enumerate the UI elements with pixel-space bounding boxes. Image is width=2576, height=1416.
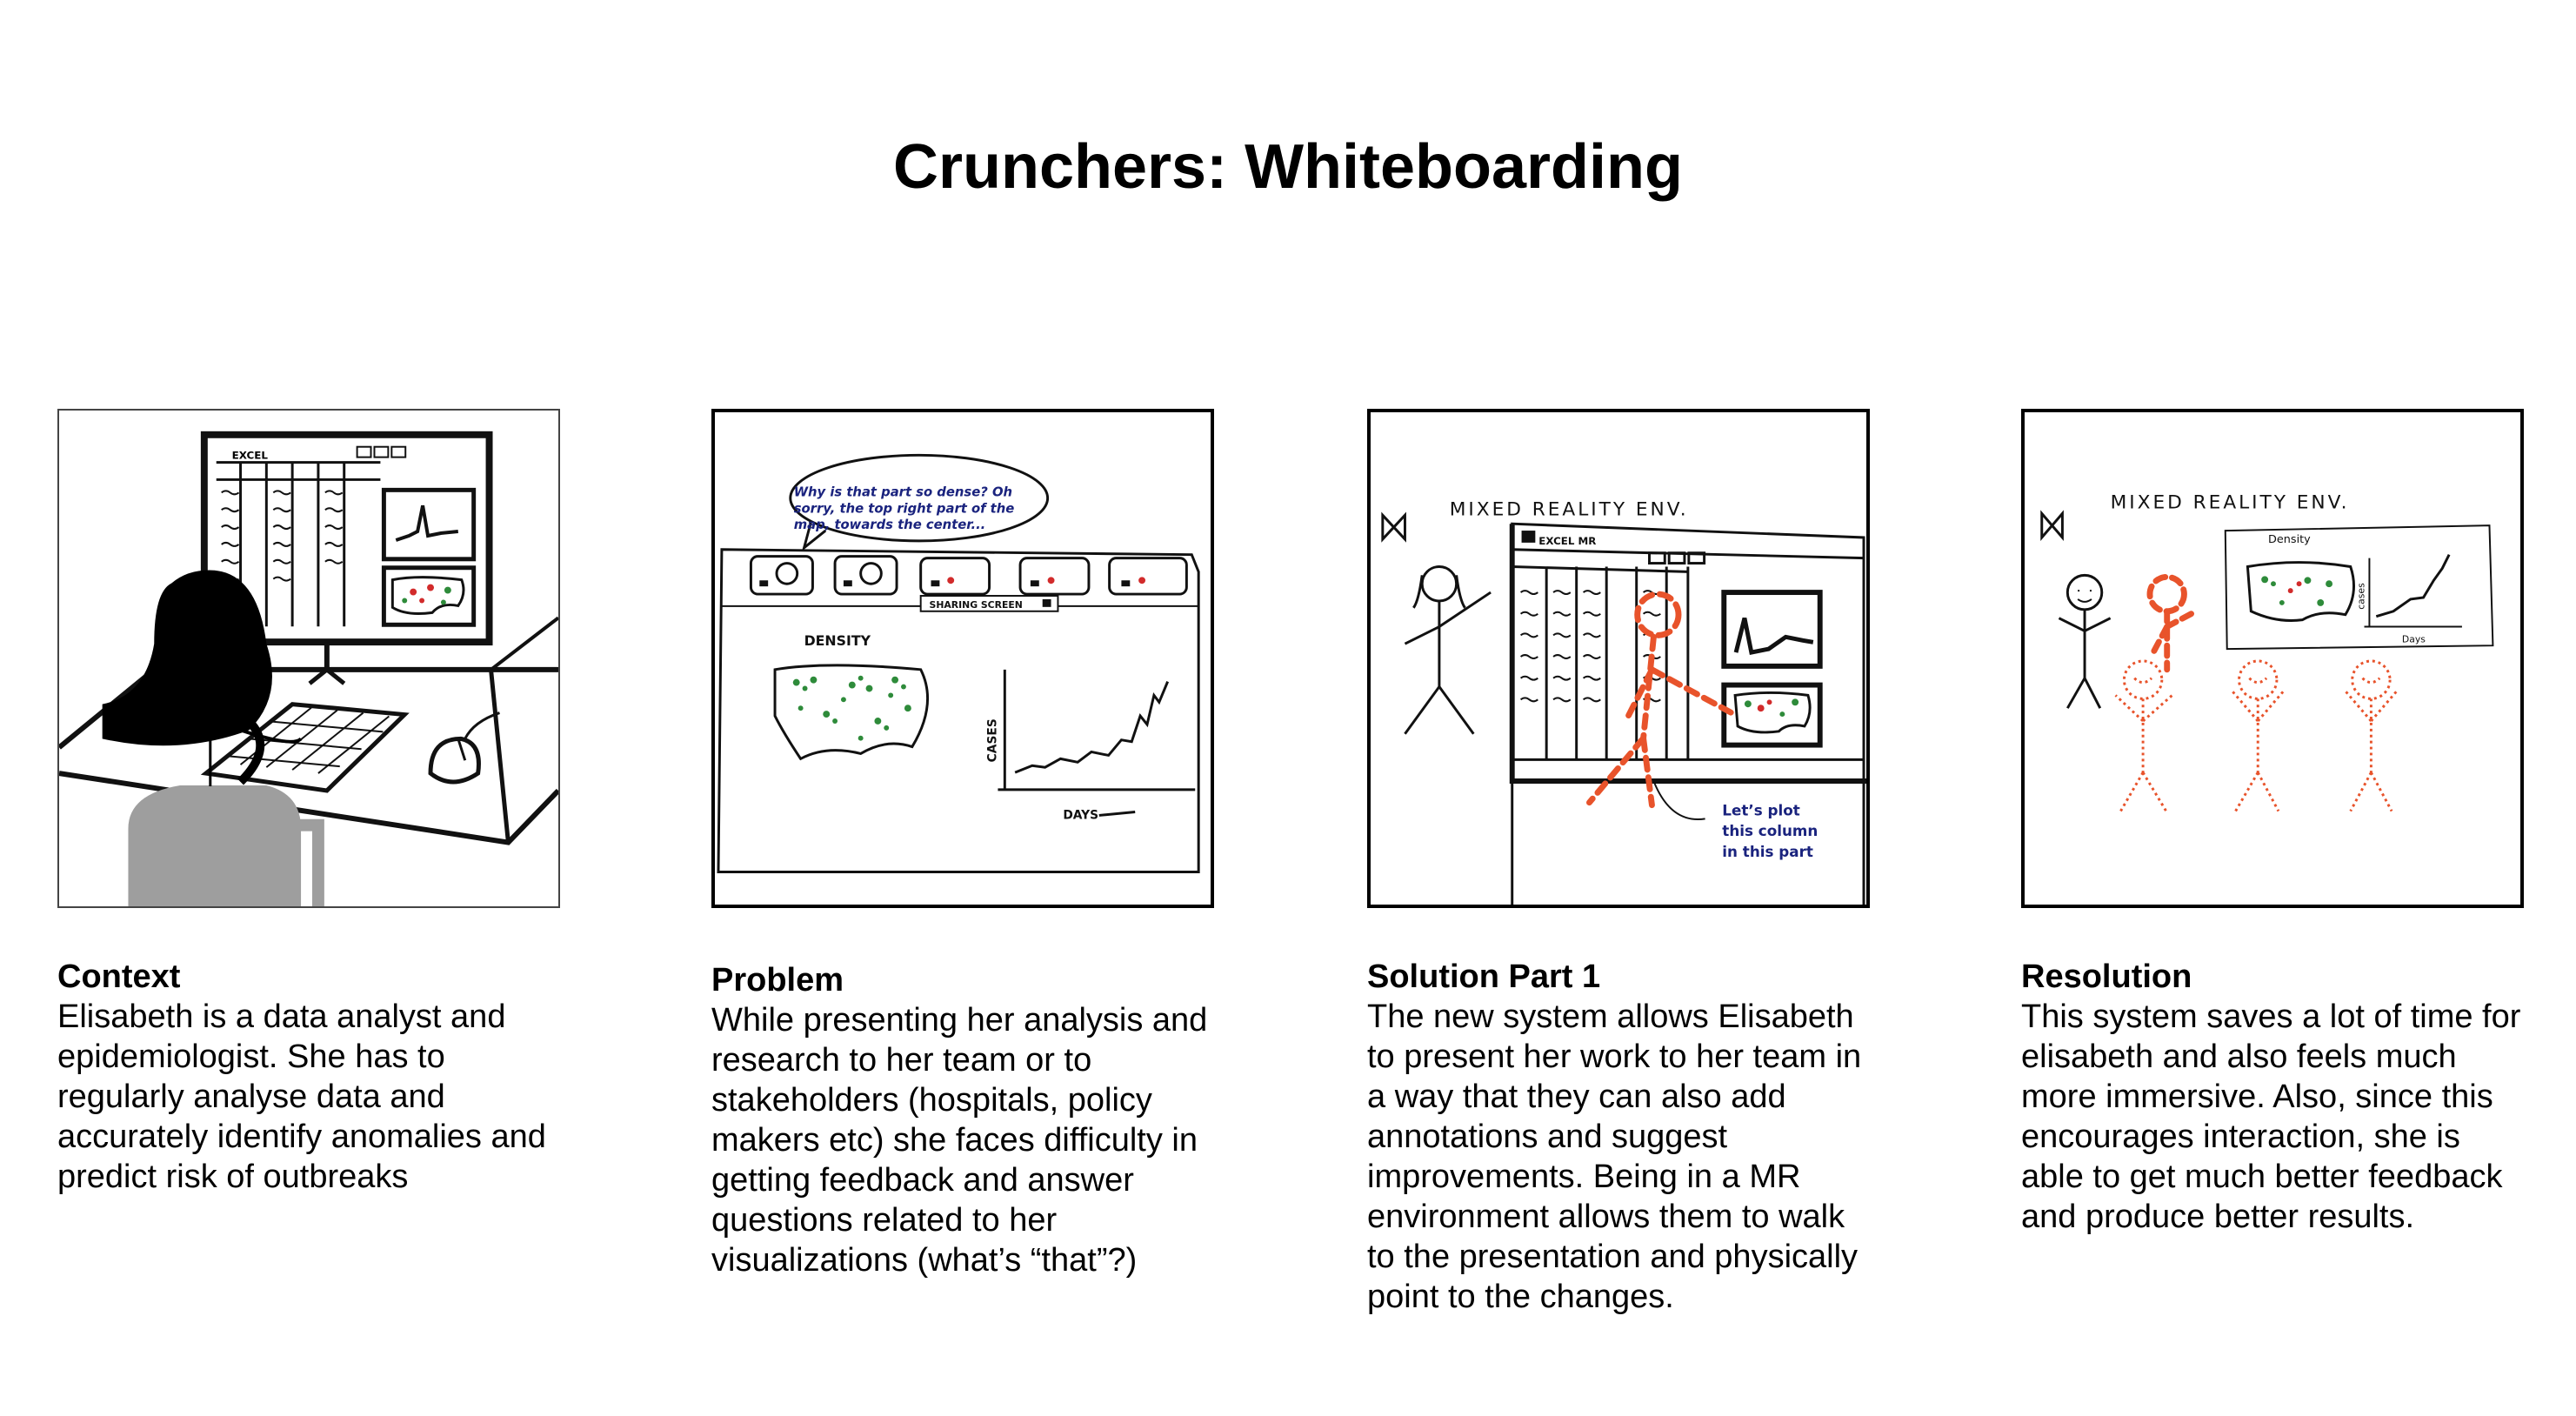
density-label: DENSITY: [804, 632, 871, 650]
cases-axis-label: CASES: [985, 718, 1000, 763]
problem-body: While presenting her analysis and research to her team or to stakeholders (hospitals, policy makers etc) she faces difficulty in getting feedback and answer questions related to her visualizations (what’s “that”?): [711, 1002, 1208, 1279]
excel-label: EXCEL: [231, 449, 268, 462]
storyboard-panel-problem: [711, 409, 1214, 908]
solution-body: The new system allows Elisabeth to present her work to her team in a way that they can also add annotations and suggest improvements. Being in a MR environment allows them to walk to the presentation and physically point to the changes.: [1367, 999, 1862, 1315]
cases-axis-label: cases: [2355, 583, 2367, 610]
context-sketch: [59, 411, 558, 906]
context-body: Elisabeth is a data analyst and epidemiologist. She has to regularly analyse data and accurately identify anomalies and predict risk of outbreaks: [57, 999, 546, 1195]
problem-sketch: [715, 412, 1211, 905]
resolution-body: This system saves a lot of time for elisabeth and also feels much more immersive. Also, since this encourages interaction, she is able to get much better feedback and produce better results.: [2021, 999, 2521, 1235]
density-label: Density: [2268, 532, 2311, 546]
mixed-reality-label: MIXED REALITY ENV.: [1449, 498, 1689, 521]
storyboard-panel-resolution: [2021, 409, 2524, 908]
resolution-caption: [2021, 957, 2526, 1237]
speech-line-3: map, towards the center...: [793, 518, 986, 533]
problem-heading: Problem: [711, 962, 844, 999]
note-line-3: in this part: [1722, 842, 1813, 860]
context-heading: Context: [57, 958, 181, 995]
note-line-1: Let’s plot: [1722, 801, 1800, 819]
mixed-reality-label: MIXED REALITY ENV.: [2110, 491, 2350, 514]
excel-mr-label: EXCEL MR: [1538, 534, 1597, 547]
solution-caption: [1367, 957, 1872, 1317]
problem-caption: [711, 960, 1216, 1280]
speech-line-2: sorry, the top right part of the: [793, 501, 1015, 517]
days-axis-label: Days: [2401, 633, 2426, 645]
sharing-screen-label: SHARING SCREEN: [929, 598, 1023, 611]
solution-sketch: [1371, 412, 1866, 905]
days-axis-label: DAYS: [1063, 808, 1099, 823]
resolution-sketch: [2025, 412, 2520, 905]
speech-line-1: Why is that part so dense? Oh: [793, 484, 1013, 500]
storyboard-panel-context: [57, 409, 560, 908]
storyboard-panel-solution: [1367, 409, 1870, 908]
context-caption: [57, 957, 562, 1197]
note-line-2: this column: [1722, 822, 1819, 840]
solution-heading: Solution Part 1: [1367, 958, 1601, 995]
resolution-heading: Resolution: [2021, 958, 2192, 995]
page-title: Crunchers: Whiteboarding: [892, 132, 1683, 202]
